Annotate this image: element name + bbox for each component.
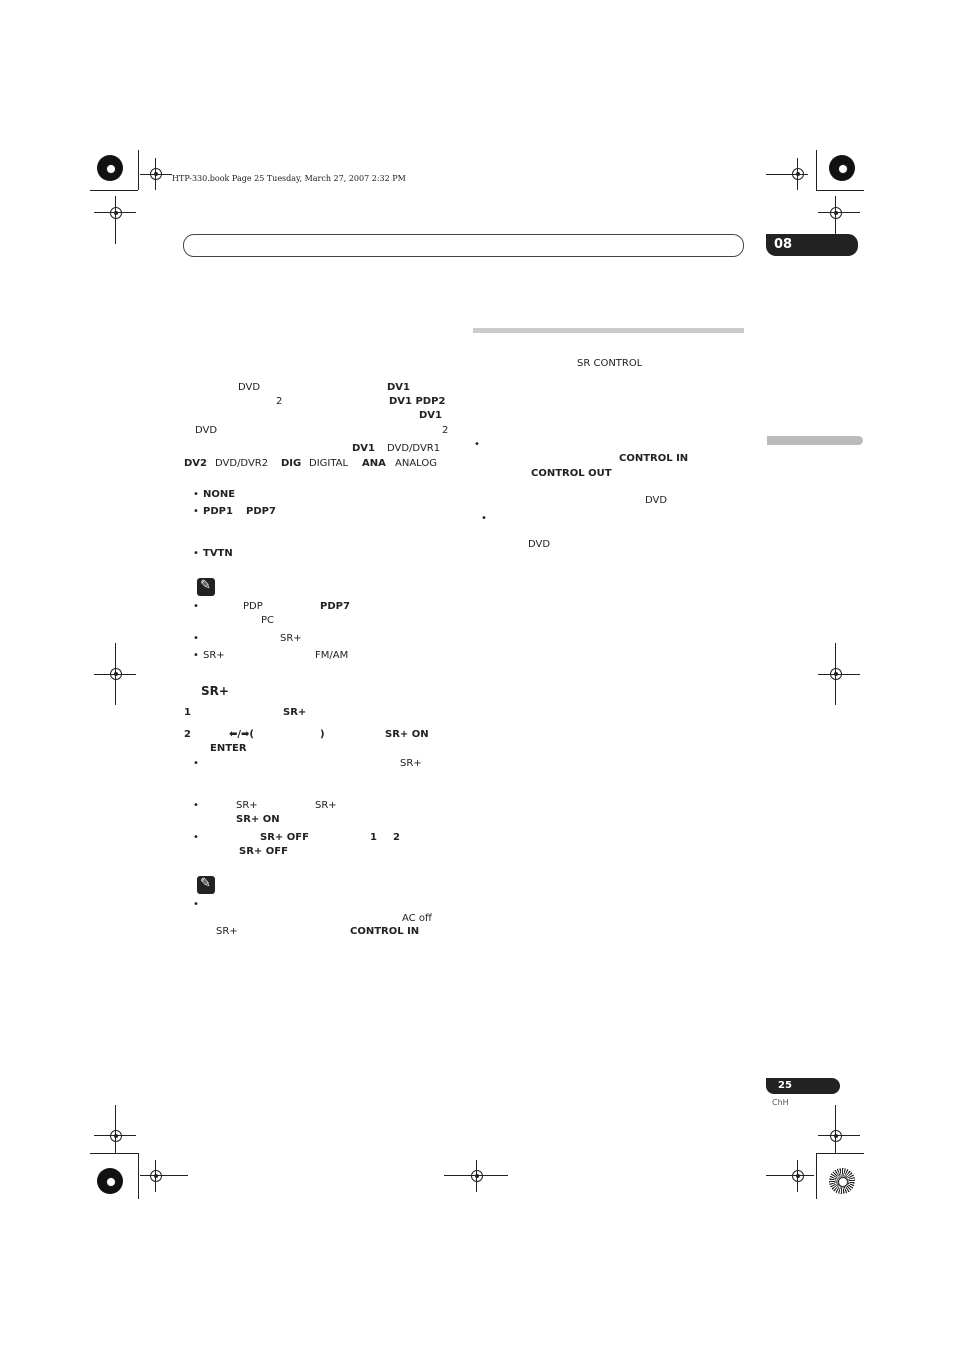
text-dv1: DV1 [419, 410, 442, 421]
bullet: • [193, 489, 199, 500]
text-pdp: PDP [243, 601, 263, 612]
text-control-in: CONTROL IN [350, 926, 420, 937]
text-fm-am: FM/AM [315, 650, 349, 661]
text-dig: DIG [281, 458, 302, 469]
text-1: 1 [370, 832, 377, 843]
registration-mark-icon [471, 1170, 483, 1182]
text-sr-off: SR+ OFF [239, 846, 288, 857]
page-number-badge [766, 1078, 840, 1094]
bullet: • [193, 601, 199, 612]
text-dv1-pdp2: DV1 PDP2 [389, 396, 446, 407]
print-header: HTP-330.book Page 25 Tuesday, March 27, 2007 2:32 PM [172, 174, 406, 183]
text-dvd: DVD [528, 539, 551, 550]
step-number: 1 [184, 707, 191, 718]
text-dvd: DVD [238, 382, 261, 393]
text-sr-on: SR+ ON [385, 729, 429, 740]
text-sr-plus: SR+ [216, 926, 238, 937]
text-dv1: DV1 [352, 443, 375, 454]
bullet: • [193, 800, 199, 811]
bullet: • [193, 506, 199, 517]
text-sr-plus: SR+ [315, 800, 337, 811]
registration-mark-icon [830, 1130, 842, 1142]
step-number: 2 [184, 729, 191, 740]
text-tvtn: TVTN [203, 548, 233, 559]
language-code: ChH [772, 1098, 789, 1107]
page-number: 25 [778, 1080, 792, 1091]
bullet: • [193, 832, 199, 843]
bullet: • [481, 513, 487, 524]
text-ac-off: AC off [402, 913, 432, 924]
registration-mark-icon [830, 207, 842, 219]
text-sr-plus: SR+ [280, 633, 302, 644]
color-registration-icon [829, 1168, 855, 1194]
text-sr-plus: SR+ [400, 758, 422, 769]
section-divider [473, 328, 744, 333]
text-ana: ANA [362, 458, 386, 469]
bullet: • [193, 899, 199, 910]
text-none: NONE [203, 489, 236, 500]
registration-mark-icon [150, 1170, 162, 1182]
text-sr-on: SR+ ON [236, 814, 280, 825]
registration-mark-icon [792, 1170, 804, 1182]
text-sr-plus: SR+ [203, 650, 225, 661]
text-2: 2 [442, 425, 449, 436]
text-analog: ANALOG [395, 458, 437, 469]
text-sr-plus: SR+ [283, 707, 307, 718]
text-sr-control: SR CONTROL [577, 358, 643, 369]
text-dv1: DV1 [387, 382, 410, 393]
text-dvd-dvr2: DVD/DVR2 [215, 458, 269, 469]
note-icon [197, 876, 215, 894]
text-dvd: DVD [645, 495, 668, 506]
text-pdp7: PDP7 [246, 506, 276, 517]
text-digital: DIGITAL [309, 458, 349, 469]
bullet: • [193, 633, 199, 644]
text-dvd: DVD [195, 425, 218, 436]
section-title: SR+ [201, 684, 229, 698]
text-pdp1: PDP1 [203, 506, 233, 517]
text-enter: ENTER [210, 743, 247, 754]
text-control-out: CONTROL OUT [531, 468, 612, 479]
text-dv2: DV2 [184, 458, 207, 469]
registration-mark-icon [110, 207, 122, 219]
text-dvd-dvr1: DVD/DVR1 [387, 443, 441, 454]
chapter-title-bar [183, 234, 744, 257]
color-registration-icon [97, 155, 123, 181]
chapter-number: 08 [774, 237, 793, 252]
text-pc: PC [261, 615, 275, 626]
text-pdp7: PDP7 [320, 601, 350, 612]
text-control-in: CONTROL IN [619, 453, 689, 464]
color-registration-icon [97, 1168, 123, 1194]
note-icon [197, 578, 215, 596]
bullet: • [474, 439, 480, 450]
bullet: • [193, 758, 199, 769]
side-tab [767, 436, 863, 445]
text-sr-plus: SR+ [236, 800, 258, 811]
text-paren: ) [320, 729, 325, 740]
registration-mark-icon [110, 1130, 122, 1142]
text-sr-off: SR+ OFF [260, 832, 309, 843]
chapter-number-badge [766, 234, 858, 256]
arrow-keys-icon: ⬅/➡( [229, 729, 254, 740]
text-2: 2 [393, 832, 400, 843]
text-2: 2 [276, 396, 283, 407]
color-registration-icon [829, 155, 855, 181]
bullet: • [193, 650, 199, 661]
bullet: • [193, 548, 199, 559]
